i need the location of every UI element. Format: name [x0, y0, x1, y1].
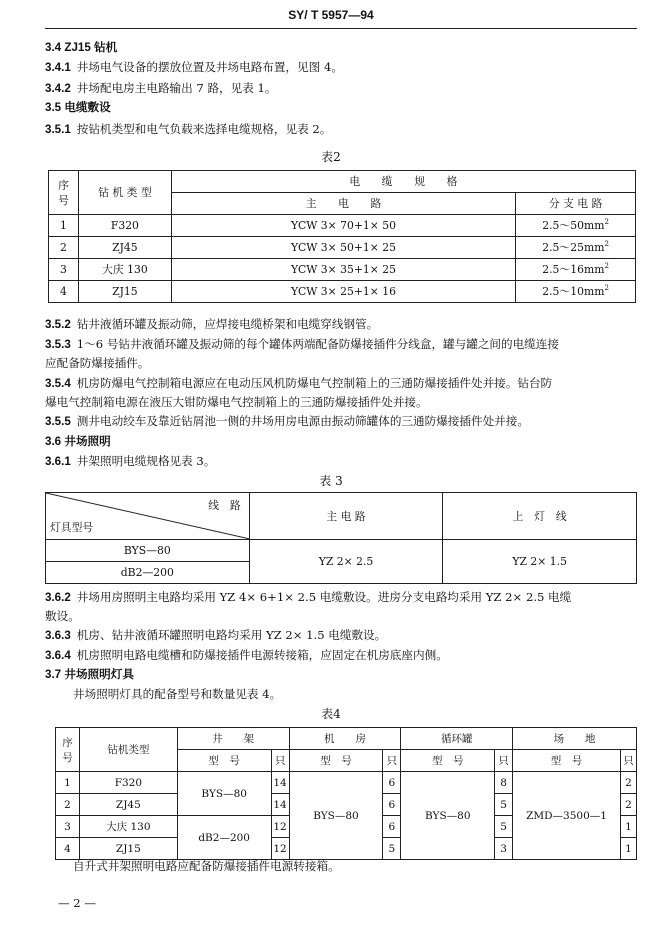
para-3-7-intro: 井场照明灯具的配备型号和数量见表 4。 — [73, 687, 282, 701]
t2-cell: 大庆 130 — [78, 259, 171, 281]
t4-header-type: 钻机类型 — [79, 728, 177, 772]
table-row — [56, 772, 637, 794]
t4-cell: 6 — [383, 772, 401, 794]
t4-cell: 大庆 130 — [79, 816, 177, 838]
table-4 — [55, 727, 637, 860]
t2-cell: 3 — [49, 259, 79, 281]
t4-cell: 2 — [56, 794, 80, 816]
para-3-5-5: 3.5.5 测井电动绞车及靠近钻屑池一侧的井场用房电源由振动筛罐体的三通防爆接插件处并接。 — [45, 414, 529, 428]
para-3-4-2: 3.4.2 井场配电房主电路输出 7 路，见表 1。 — [45, 81, 277, 95]
t4-cell: 12 — [271, 838, 289, 860]
t2-cell: 2 — [49, 237, 79, 259]
table-row — [49, 215, 636, 237]
t4-cell: 2 — [620, 772, 636, 794]
t4-cell: 1 — [620, 816, 636, 838]
t3-header-up: 上 灯 线 — [443, 493, 637, 540]
t4-cell: ZJ45 — [79, 794, 177, 816]
t2-cell: 1 — [49, 215, 79, 237]
para-3-6-3: 3.6.3 机房、钻井液循环罐照明电路均采用 YZ 2× 1.5 电缆敷设。 — [45, 628, 387, 642]
t4-cell: BYS—80 — [289, 772, 383, 860]
para-3-5-2: 3.5.2 钻井液循环罐及振动筛，应焊接电缆桥架和电缆穿线钢管。 — [45, 317, 379, 331]
t2-cell: F320 — [78, 215, 171, 237]
t4-header-seq: 序 号 — [56, 728, 80, 772]
t4-header-qty: 只 — [271, 750, 289, 772]
header-rule — [45, 28, 637, 29]
t4-cell: BYS—80 — [401, 772, 495, 860]
t2-cell-branch: $2.5\sim 50mm^2$ — [516, 215, 636, 237]
t2-cell: YCW 3× 70+1× 50 — [171, 215, 515, 237]
t2-cell: ZJ45 — [78, 237, 171, 259]
t2-header-type: 钻 机 类 型 — [78, 171, 171, 215]
t4-cell: 14 — [271, 772, 289, 794]
table-2 — [48, 170, 636, 303]
t4-header-room: 机 房 — [289, 728, 401, 750]
t4-cell: 6 — [383, 794, 401, 816]
t3-cell: YZ 2× 2.5 — [249, 540, 443, 584]
t3-cell: dB2—200 — [46, 562, 250, 584]
t4-cell: 1 — [56, 772, 80, 794]
table-3 — [45, 492, 637, 584]
t3-cell: YZ 2× 1.5 — [443, 540, 637, 584]
t2-cell-branch: $2.5\sim 16mm^2$ — [516, 259, 636, 281]
para-3-5-4: 3.5.4 机房防爆电气控制箱电源应在电动压风机防爆电气控制箱上的三通防爆接插件处并接。钻台防 — [45, 376, 553, 390]
table3-caption: 表 3 — [319, 474, 343, 488]
t4-header-site: 场 地 — [513, 728, 637, 750]
table4-footnote: 自升式井架照明电路应配备防爆接插件电源转接箱。 — [73, 859, 340, 873]
t4-header-model: 型 号 — [513, 750, 621, 772]
t4-cell: 3 — [56, 816, 80, 838]
t4-cell: 6 — [383, 816, 401, 838]
para-3-6-4: 3.6.4 机房照明电路电缆槽和防爆接插件电源转接箱，应固定在机房底座内侧。 — [45, 648, 448, 662]
t3-diagonal-header — [46, 493, 250, 540]
para-3-5-3-cont: 应配备防爆接插件。 — [45, 356, 150, 370]
t4-header-model: 型 号 — [177, 750, 271, 772]
t2-cell: 4 — [49, 281, 79, 303]
para-3-6-2: 3.6.2 井场用房照明主电路均采用 YZ 4× 6+1× 2.5 电缆敷设。进房分支电路均采用 YZ 2× 2.5 电缆 — [45, 590, 572, 604]
t2-cell: ZJ15 — [78, 281, 171, 303]
table4-caption: 表4 — [321, 707, 341, 721]
t4-cell: 4 — [56, 838, 80, 860]
t4-cell: 5 — [495, 794, 513, 816]
t4-header-model: 型 号 — [401, 750, 495, 772]
table-row — [46, 540, 637, 562]
t4-cell: 1 — [620, 838, 636, 860]
section-3-7-heading: 3.7 井场照明灯具 — [45, 668, 134, 681]
t4-header-qty: 只 — [495, 750, 513, 772]
t2-cell-branch: $2.5\sim 10mm^2$ — [516, 281, 636, 303]
para-3-4-1: 3.4.1 井场电气设备的摆放位置及井场电路布置，见图 4。 — [45, 60, 343, 74]
t4-cell: ZMD—3500—1 — [513, 772, 621, 860]
t4-cell: F320 — [79, 772, 177, 794]
t4-cell: dB2—200 — [177, 816, 271, 860]
para-3-5-1: 3.5.1 按钻机类型和电气负载来选择电缆规格，见表 2。 — [45, 122, 332, 136]
t4-cell: 5 — [383, 838, 401, 860]
t4-cell: 14 — [271, 794, 289, 816]
t2-cell: YCW 3× 50+1× 25 — [171, 237, 515, 259]
t2-header-spec: 电 缆 规 格 — [171, 171, 635, 193]
table-row — [49, 259, 636, 281]
t2-header-branch: 分 支 电 路 — [516, 193, 636, 215]
section-3-5-heading: 3.5 电缆敷设 — [45, 101, 111, 114]
t4-cell: 12 — [271, 816, 289, 838]
table-row — [49, 281, 636, 303]
t4-cell: 5 — [495, 816, 513, 838]
para-3-6-1: 3.6.1 井架照明电缆规格见表 3。 — [45, 454, 216, 468]
t3-header-main: 主 电 路 — [249, 493, 443, 540]
t4-header-derrick: 井 架 — [177, 728, 289, 750]
t4-header-qty: 只 — [383, 750, 401, 772]
t4-cell: 3 — [495, 838, 513, 860]
t2-header-seq: 序 号 — [49, 171, 79, 215]
t2-cell: YCW 3× 25+1× 16 — [171, 281, 515, 303]
t4-header-qty: 只 — [620, 750, 636, 772]
t2-cell: YCW 3× 35+1× 25 — [171, 259, 515, 281]
para-3-5-4-cont: 爆电气控制箱电源在液压大钳防爆电气控制箱上的三通防爆接插件处并接。 — [45, 395, 428, 409]
para-3-6-2-cont: 敷设。 — [45, 609, 80, 623]
t3-diag-top: 线 路 — [208, 499, 241, 512]
t4-header-tank: 循环罐 — [401, 728, 513, 750]
para-3-5-3: 3.5.3 1～6 号钻井液循环罐及振动筛的每个罐体两端配备防爆接插件分线盒，罐与罐之间的电缆连接 — [45, 337, 559, 351]
t2-header-main: 主 电 路 — [171, 193, 515, 215]
t3-cell: BYS—80 — [46, 540, 250, 562]
t3-diag-bottom: 灯具型号 — [50, 521, 94, 534]
t4-cell: 8 — [495, 772, 513, 794]
t4-cell: BYS—80 — [177, 772, 271, 816]
t4-cell: 2 — [620, 794, 636, 816]
page-header-code: SY/ T 5957—94 — [288, 8, 374, 22]
table2-caption: 表2 — [321, 150, 341, 164]
t4-cell: ZJ15 — [79, 838, 177, 860]
section-3-4-heading: 3.4 ZJ15 钻机 — [45, 41, 118, 54]
t4-header-model: 型 号 — [289, 750, 383, 772]
page-number: — 2 — — [58, 896, 96, 910]
t2-cell-branch: $2.5\sim 25mm^2$ — [516, 237, 636, 259]
table-row — [49, 237, 636, 259]
section-3-6-heading: 3.6 井场照明 — [45, 435, 111, 448]
